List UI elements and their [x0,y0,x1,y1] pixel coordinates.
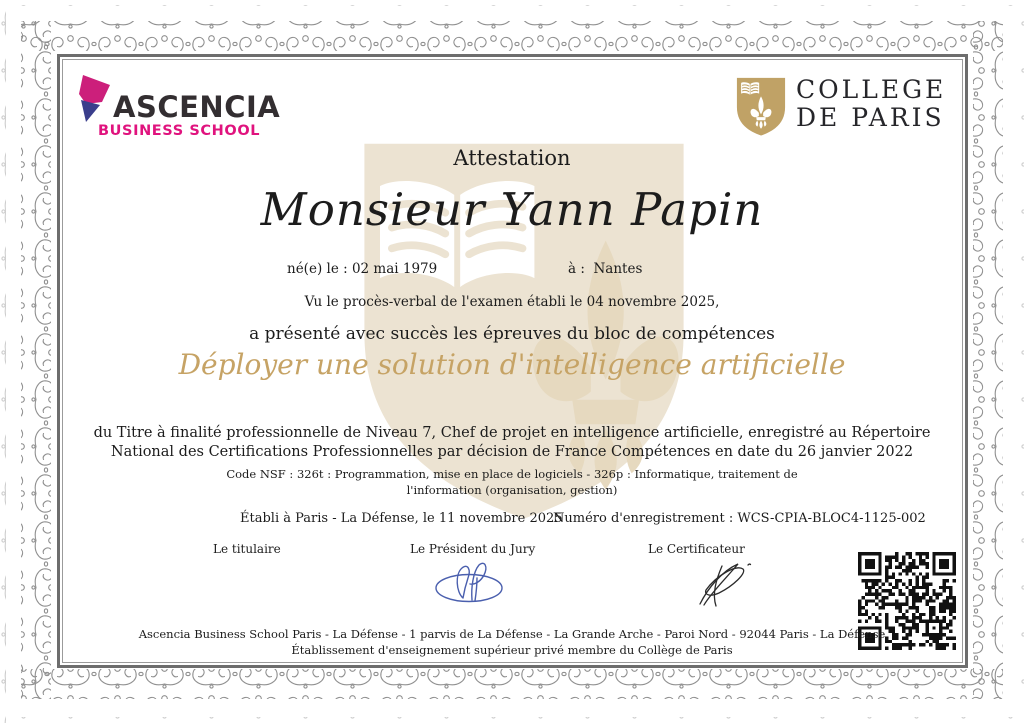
footer-address: Ascencia Business School Paris - La Défense - 1 parvis de La Défense - La Grande Arche - Paroi Nord - 92044 Paris - La Défense [138,627,886,641]
signatory-label-president: Le Président du Jury [410,542,536,556]
birth-date: né(e) le : 02 mai 1979 [287,261,438,277]
shield-book-fleur-de-lis-icon [733,76,789,138]
nsf-code: Code NSF : 326t : Programmation, mise en place de logiciels - 326p : Informatique, traitement de l'information (organisation, gestion) [226,467,798,497]
ascencia-subtitle: BUSINESS SCHOOL [98,123,261,139]
birth-place: à : Nantes [568,261,643,277]
college-de-paris-wordmark: COLLEGE DE PARIS [796,75,947,132]
ascencia-logo [76,74,316,144]
president-signature [425,558,520,608]
issue-statement: Établi à Paris - La Défense, le 11 novembre 2025 [240,511,563,526]
competency-block-title: Déployer une solution d'intelligence artificielle [178,348,846,381]
exam-statement: Vu le procès-verbal de l'examen établi le 04 novembre 2025, [304,294,720,310]
certificateur-signature [692,556,757,611]
registration-number: Numéro d'enregistrement : WCS-CPIA-BLOC4-1125-002 [553,511,926,526]
signatory-label-certificateur: Le Certificateur [648,542,745,556]
birth-row [287,261,643,277]
footer-membership: Établissement d'enseignement supérieur privé membre du Collège de Paris [291,643,733,658]
signatory-label-titulaire: Le titulaire [213,542,281,556]
achievement-statement: a présenté avec succès les épreuves du bloc de compétences [249,324,775,344]
footer [0,626,1024,658]
ascencia-wordmark: ASCENCIA [113,90,281,124]
certificate-title: Attestation [453,146,571,170]
title-reference: du Titre à finalité professionnelle de Niveau 7, Chef de projet en intelligence artificielle, enregistré au Répertoire National des Certifications Professionnelles par décision de France Compétences en date du 26 janvier 2022 [93,425,931,460]
recipient-name: Monsieur Yann Papin [260,183,764,236]
college-de-paris-logo [733,76,963,142]
